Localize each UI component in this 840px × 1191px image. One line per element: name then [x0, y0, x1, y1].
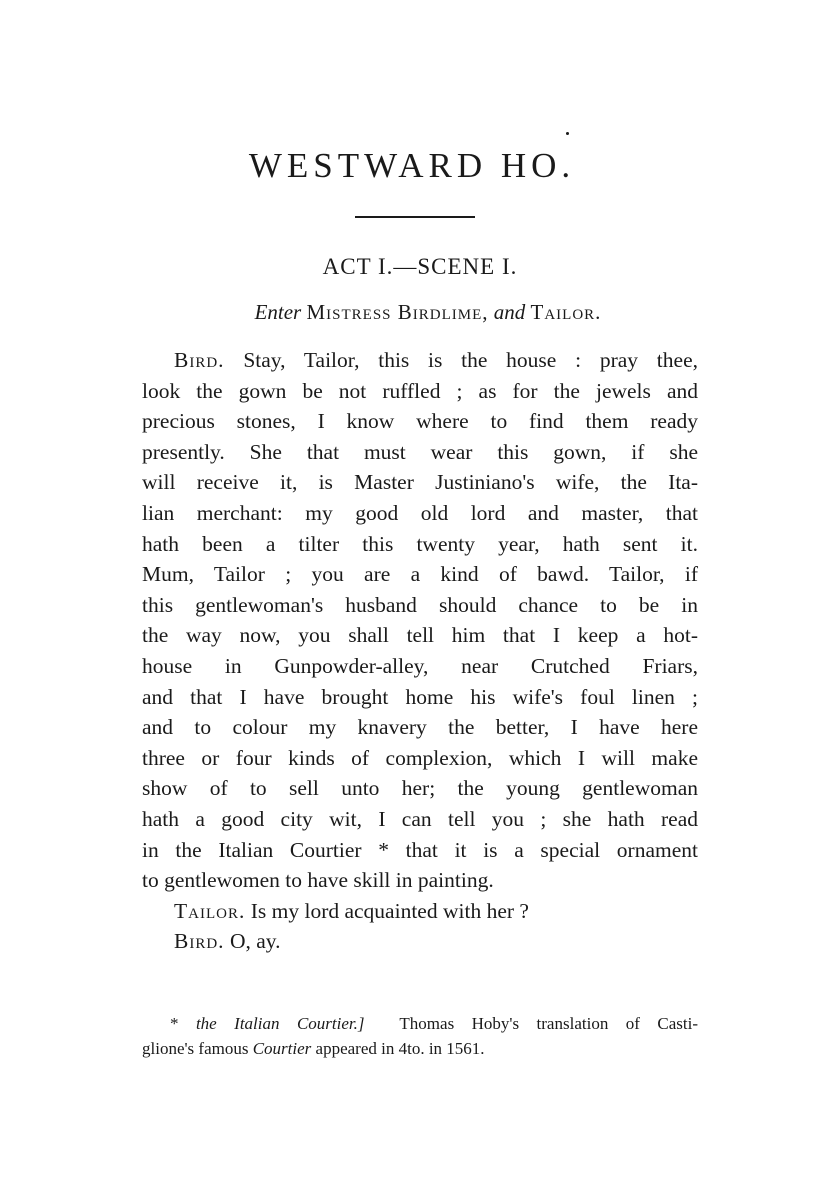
speech-line: precious stones, I know where to find them ready [142, 409, 698, 434]
footnote-marker: * [170, 1014, 179, 1033]
speech-line: house in Gunpowder-alley, near Crutched Friars, [142, 653, 698, 678]
footnote [142, 1011, 698, 1061]
speech-line: Bird. Stay, Tailor, this is the house : pray thee, [174, 348, 698, 372]
speech-line: this gentlewoman's husband should chance to be in [142, 592, 698, 617]
scene-heading: ACT I.—SCENE I. [322, 254, 518, 279]
speech-line: Bird. O, ay. [174, 929, 281, 954]
page-title: WESTWARD HO. [248, 146, 576, 185]
stage-characters-1: Mistress Birdlime, [306, 300, 489, 324]
speaker-name: Bird. [174, 348, 225, 372]
speech-line: three or four kinds of complexion, which I will make [142, 745, 698, 770]
speech-line: in the Italian Courtier * that it is a special ornament [142, 837, 698, 862]
stage-characters-2: Tailor. [530, 300, 602, 324]
speech-line: lian merchant: my good old lord and master, that [142, 500, 698, 525]
print-speck [566, 132, 569, 135]
speech-line: show of to sell unto her; the young gentlewoman [142, 776, 698, 801]
stage-enter: Enter [254, 300, 302, 324]
speech-line: will receive it, is Master Justiniano's wife, the Ita- [142, 470, 698, 495]
speech-line: hath been a tilter this twenty year, hath sent it. [142, 531, 698, 556]
speech-line: Mum, Tailor ; you are a kind of bawd. Tailor, if [142, 562, 698, 587]
speaker-name: Tailor. [174, 898, 246, 923]
speaker-name: Bird. [174, 929, 225, 954]
speech-line: hath a good city wit, I can tell you ; she hath read [142, 806, 698, 831]
title-divider [355, 216, 475, 218]
speech-line: presently. She that must wear this gown, if she [142, 439, 698, 464]
dialogue [142, 345, 698, 957]
stage-direction [8, 300, 840, 325]
speech-line: and to colour my knavery the better, I have here [142, 715, 698, 740]
speech-line: the way now, you shall tell him that I keep a hot- [142, 623, 698, 648]
speech-line: and that I have brought home his wife's foul linen ; [142, 684, 698, 709]
speech-line: look the gown be not ruffled ; as for the jewels and [142, 378, 698, 403]
speech-line: to gentlewomen to have skill in painting. [142, 868, 494, 893]
stage-and: and [493, 300, 526, 324]
footnote-ref: the Italian Courtier.] [195, 1014, 365, 1033]
speech-line: Tailor. Is my lord acquainted with her ? [174, 898, 529, 923]
footnote-line: * the Italian Courtier.] Thomas Hoby's translation of Casti- [170, 1014, 698, 1033]
footnote-line: glione's famous Courtier appeared in 4to. in 1561. [142, 1039, 485, 1058]
